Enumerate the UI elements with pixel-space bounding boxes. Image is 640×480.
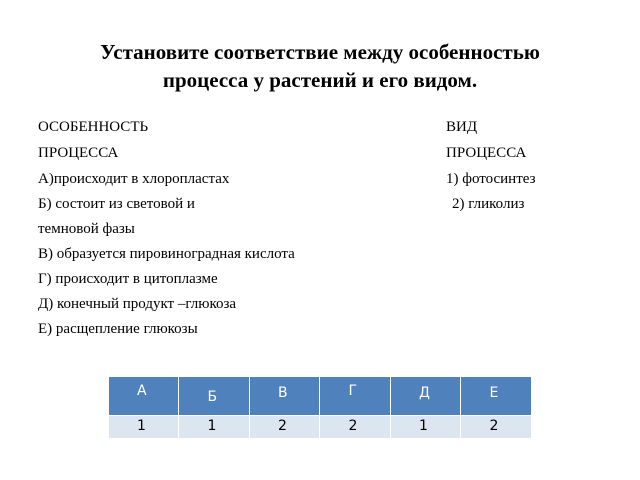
slide-title	[20, 38, 620, 94]
answer-number-cell	[109, 416, 179, 439]
left-header-line-2: ПРОЦЕССА	[38, 145, 119, 161]
answer-letter: Г	[348, 383, 358, 399]
answer-letter-cell	[179, 377, 250, 416]
answer-table	[108, 376, 532, 439]
answer-letter: А	[137, 383, 147, 399]
answer-number: 2	[348, 418, 358, 434]
process-2: 2) гликолиз	[452, 196, 525, 212]
answer-letter-cell	[249, 377, 320, 416]
answer-number: 2	[489, 418, 499, 434]
process-1: 1) фотосинтез	[446, 171, 536, 187]
answer-number-cell	[461, 416, 532, 439]
answer-letter-cell	[109, 377, 179, 416]
left-header-line-1: ОСОБЕННОСТЬ	[38, 119, 149, 135]
answer-letter: Б	[207, 389, 218, 405]
answer-letter-cell	[320, 377, 390, 416]
answer-table-header-row	[109, 377, 532, 416]
answer-letter: Е	[489, 385, 499, 401]
answer-letter: Д	[418, 385, 430, 401]
answer-table-value-row	[109, 416, 532, 439]
answer-number: 1	[137, 418, 146, 434]
answer-letter-cell	[461, 377, 532, 416]
feature-d: Д) конечный продукт –глюкоза	[38, 296, 237, 312]
right-header-line-2: ПРОЦЕССА	[446, 145, 527, 161]
title-line-1: Установите соответствие между особенностью	[100, 40, 540, 64]
answer-number-cell	[320, 416, 390, 439]
answer-number: 1	[418, 418, 428, 434]
answer-number-cell	[249, 416, 320, 439]
answer-number-cell	[179, 416, 250, 439]
title-line-2: процесса у растений и его видом.	[162, 68, 478, 92]
answer-number: 2	[277, 418, 287, 434]
answer-letter: В	[277, 385, 288, 401]
feature-g: Г) происходит в цитоплазме	[38, 271, 218, 287]
feature-e: Е) расщепление глюкозы	[38, 321, 198, 337]
answer-number: 1	[207, 418, 217, 434]
feature-a: А)происходит в хлоропластах	[38, 171, 230, 187]
feature-b-continued: темновой фазы	[38, 221, 135, 237]
answer-letter-cell	[390, 377, 461, 416]
answer-number-cell	[390, 416, 461, 439]
right-header-line-1: ВИД	[446, 119, 478, 135]
feature-b: Б) состоит из световой и	[38, 196, 195, 212]
feature-v: В) образуется пировиноградная кислота	[38, 246, 295, 262]
